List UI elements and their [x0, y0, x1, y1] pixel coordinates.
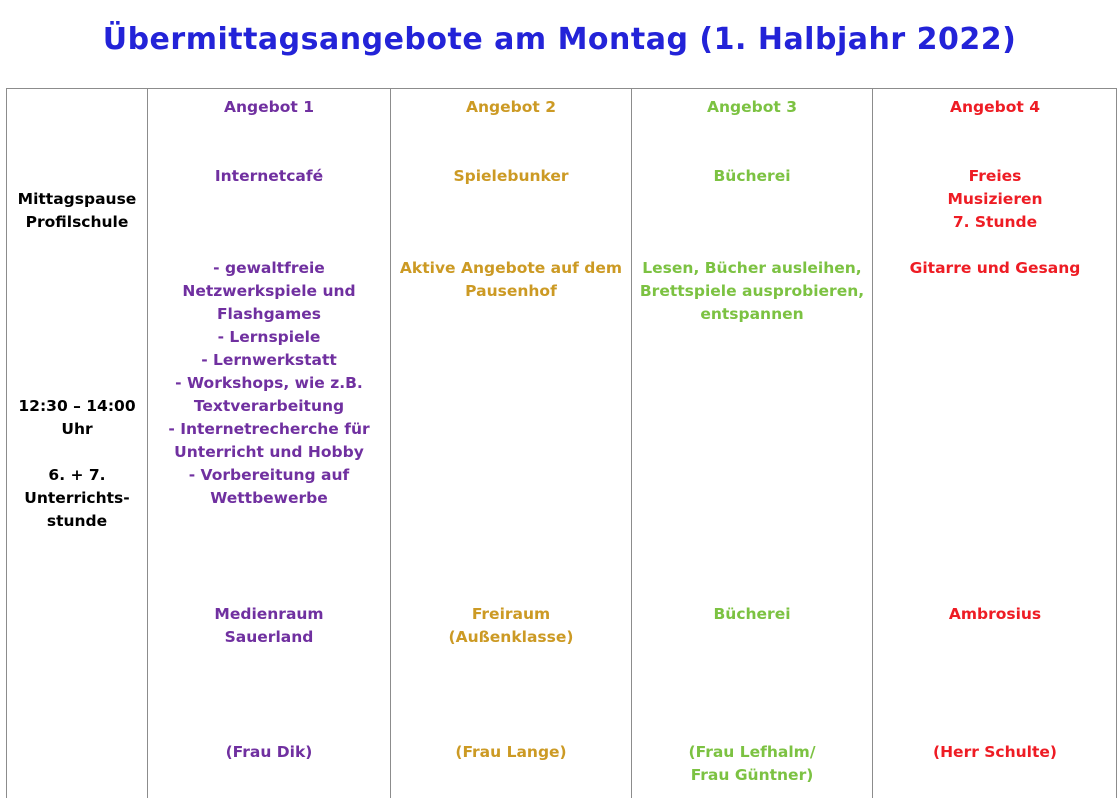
page-title: Übermittagsangebote am Montag (1. Halbjahr 2022)	[102, 22, 1017, 57]
offer-4-header: Angebot 4	[950, 98, 1040, 116]
offer-4-description: Gitarre und Gesang	[909, 259, 1081, 277]
column-divider	[631, 89, 632, 798]
offer-1-header: Angebot 1	[224, 98, 314, 116]
offer-2-description: Aktive Angebote auf dem Pausenhof	[399, 259, 623, 300]
offer-1-name: Internetcafé	[214, 167, 324, 185]
column-divider	[390, 89, 391, 798]
break-label: Mittagspause Profilschule	[17, 190, 137, 231]
offer-3-name: Bücherei	[713, 167, 791, 185]
offer-2-header: Angebot 2	[466, 98, 556, 116]
offer-3-room: Bücherei	[713, 605, 791, 623]
offer-4-room: Ambrosius	[948, 605, 1042, 623]
offer-1-teacher: (Frau Dik)	[225, 743, 313, 761]
offer-3-description: Lesen, Bücher ausleihen, Brettspiele ausprobieren, entspannen	[639, 259, 865, 323]
offer-1-room: Medienraum Sauerland	[214, 605, 324, 646]
offer-2-name: Spielebunker	[453, 167, 569, 185]
offer-2-teacher: (Frau Lange)	[455, 743, 567, 761]
offer-4-name: Freies Musizieren 7. Stunde	[947, 167, 1043, 231]
offer-1-description: - gewaltfreie Netzwerkspiele und Flashgames - Lernspiele - Lernwerkstatt - Workshops, wie z.B. Textverarbeitung - Internetrecherche für Unterricht und Hobby - Vorbereitung auf Wettbewerbe	[168, 259, 370, 507]
offer-3-header: Angebot 3	[707, 98, 797, 116]
schedule-table	[6, 88, 1117, 798]
offer-3-teacher: (Frau Lefhalm/ Frau Güntner)	[688, 743, 816, 784]
offer-2-room: Freiraum (Außenklasse)	[448, 605, 574, 646]
time-label: 12:30 – 14:00 Uhr 6. + 7. Unterrichts- stunde	[18, 397, 136, 530]
offer-4-teacher: (Herr Schulte)	[933, 743, 1057, 761]
